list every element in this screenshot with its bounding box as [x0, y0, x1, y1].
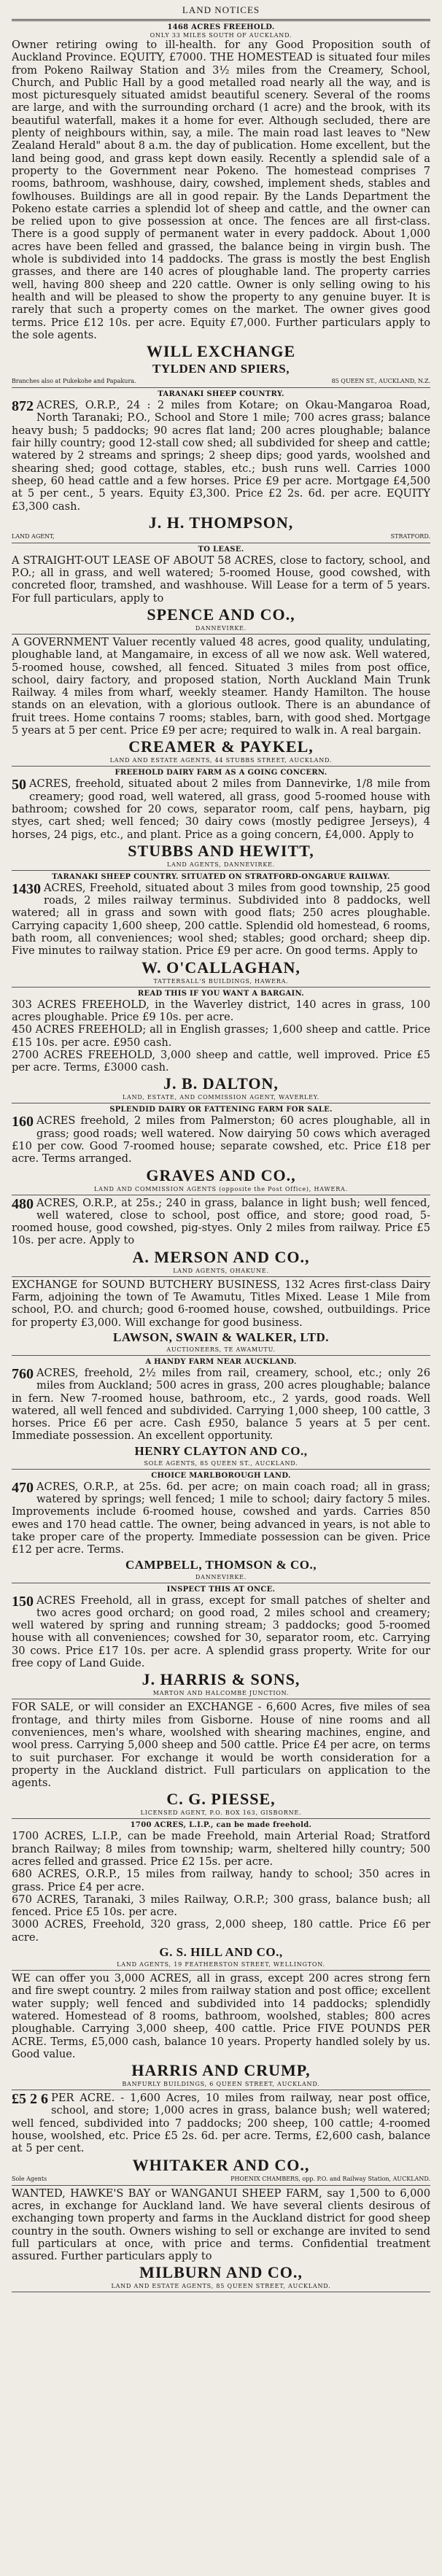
ad-body [12, 1594, 430, 1670]
ad-agent-name: J. B. DALTON, [163, 1074, 279, 1093]
ad-agent-address: LAND AGENTS, 19 FEATHERSTON STREET, WELLINGTON. [117, 1961, 325, 1968]
ad-agent-name: CREAMER & PAYKEL, [128, 737, 314, 756]
ad-footer-left: Sole Agents [12, 2175, 47, 2182]
ad-block [12, 767, 430, 870]
ad-text: FOR SALE, or will consider an EXCHANGE - 6,600 Acres, five miles of sea frontage, and thirty miles from Gisborne. House of nine rooms and all conveniences, men's whare, woolshed with shearing machines, engine, and wool press. Carrying 5,000 sheep and 500 cattle. Price £4 per acre, on terms to suit purchaser. For exchange it would be worth consideration for a property in the Auckland district. Full particulars on application to the agents. [12, 1701, 430, 1790]
ad-text: EXCHANGE for SOUND BUTCHERY BUSINESS, 132 Acres first-class Dairy Farm, adjoining the town of Te Awamutu, Titles Mixed. Lease 1 Mile from school, P.O. and church; good 6-roomed house, cowshed, outbuildings. Price for property £3,000. Will exchange for good business. [12, 1278, 430, 1329]
ad-footer-left: LAND AGENT, [12, 532, 55, 540]
ad-subheading: ONLY 33 MILES SOUTH OF AUCKLAND. [150, 32, 292, 39]
ad-footer-left: Branches also at Pukekohe and Papakura. [12, 378, 136, 385]
ad-text: WANTED, HAWKE'S BAY or WANGANUI SHEEP FARM, say 1,500 to 6,000 acres, in exchange for Auckland land. We have several clients desirous of exchanging town property and farms in the Auckland district for good sheep country in the south. Owners wishing to sell or exchange are invited to send full particulars at once, with price and terms. Confidential treatment assured. Further particulars apply to [12, 2187, 430, 2263]
ad-agent-address: LAND AND COMMISSION AGENTS (opposite the Post Office), HAWERA. [94, 1185, 348, 1192]
ad-agent-name: W. O'CALLAGHAN, [141, 958, 301, 977]
ad-footer-right: STRATFORD. [390, 532, 430, 540]
ad-body [12, 1114, 430, 1165]
ad-acreage: 150 [12, 1593, 34, 1610]
ad-body [12, 636, 430, 737]
ad-agent-address: LAND AND ESTATE AGENTS, 44 STUBBS STREET, AUCKLAND. [109, 757, 333, 764]
ad-text: ACRES, O.R.P., at 25s. 6d. per acre; on main coach road; all in grass; watered by springs; well fenced; 1 mile to school; dairy factory 5 miles. Improvements include 6-roomed house, cowshed and yards. Carries 850 ewes and 170 head cattle. The owner, being advanced in years, is not able to take proper care of the property. Immediate possession can be given. Price £12 per acre. Terms. [12, 1480, 430, 1556]
ad-block [12, 388, 430, 543]
ad-agent-name-secondary: TYLDEN AND SPIERS, [152, 362, 290, 376]
ad-agent-name: J. H. THOMPSON, [148, 513, 294, 532]
ad-agent-address: AUCTIONEERS, TE AWAMUTU. [166, 1346, 276, 1353]
ad-agent-address: MARTON AND HALCOMBE JUNCTION. [152, 1690, 290, 1697]
ad-text: ACRES, freehold, situated about 2 miles from Dannevirke, 1/8 mile from creamery; good road, well watered, all grass, good 5-roomed house with bathroom; cowshed for 20 cows, separator room, calf pens, haybarn, pig styes, cart shed; well fenced; 30 dairy cows (mostly pedigree Jerseys), 4 horses, 24 pigs, etc., and plant. Price as a going concern, £4,000. Apply to [12, 777, 430, 841]
ad-block [12, 988, 430, 1104]
ad-body [12, 399, 430, 513]
ad-body [12, 2092, 430, 2154]
ad-heading: READ THIS IF YOU WANT A BARGAIN. [137, 989, 305, 998]
ad-block [12, 1103, 430, 1195]
ad-heading: TARANAKI SHEEP COUNTRY. SITUATED ON STRATFORD-ONGARUE RAILWAY. [52, 872, 390, 881]
ad-agent-name: WHITAKER AND CO., [132, 2155, 310, 2174]
ad-text: ACRES Freehold, all in grass, except for small patches of shelter and two acres good orchard; on good road, 2 miles school and creamery; well watered by spring and running stream; 3 paddocks; good 5-roomed house with all conveniences; cowshed for 30, separator room, etc. Carrying 30 cows. Price £17 10s. per acre. A splendid grass property. Write for our free copy of Land Guide. [12, 1594, 430, 1670]
ads-list [12, 21, 430, 2292]
ad-body [12, 777, 430, 840]
ad-acreage: 470 [12, 1479, 34, 1496]
ad-heading: FREEHOLD DAIRY FARM AS A GOING CONCERN. [115, 769, 327, 777]
ad-heading: TARANAKI SHEEP COUNTRY. [158, 390, 284, 399]
ad-acreage: 50 [12, 777, 26, 794]
ad-block [12, 1819, 430, 1971]
ad-body [12, 39, 430, 341]
ad-agent-name: GRAVES AND CO., [146, 1165, 296, 1184]
ad-heading: A HANDY FARM NEAR AUCKLAND. [145, 1357, 297, 1366]
ad-agent-name: CAMPBELL, THOMSON & CO., [125, 1557, 317, 1572]
ad-body [12, 1701, 430, 1789]
ad-agent-address: LAND, ESTATE, AND COMMISSION AGENT, WAVERLEY. [122, 1094, 320, 1101]
ad-agent-name: SPENCE AND CO., [147, 605, 295, 624]
ad-listing-row: 3000 ACRES, Freehold, 320 grass, 2,000 sheep, 180 cattle. Price £6 per acre. [12, 1918, 430, 1944]
ad-block [12, 1583, 430, 1700]
ad-heading: TO LEASE. [198, 545, 244, 554]
ad-block [12, 1971, 430, 2090]
ad-agent-name: C. G. PIESSE, [166, 1790, 276, 1809]
ad-body [12, 1279, 430, 1329]
ad-agent-name: LAWSON, SWAIN & WALKER, LTD. [113, 1330, 329, 1344]
section-header: LAND NOTICES [182, 4, 260, 15]
ad-agent-address: LAND AGENTS, OHAKUNE. [173, 1267, 269, 1274]
ad-agent-address: SOLE AGENTS, 85 QUEEN ST., AUCKLAND. [144, 1459, 298, 1467]
ad-block [12, 21, 430, 388]
ad-agent-name: G. S. HILL AND CO., [159, 1945, 283, 1960]
ad-block [12, 1356, 430, 1470]
ad-text: PER ACRE. - 1,600 Acres, 10 miles from railway, near post office, school, and store; 1,000 acres in grass, balance bush; well watered; well fenced, subdivided into 7 paddocks; 200 sheep, 100 cattle; 4-roomed house, woolshed, etc. Price £5 2s. 6d. per acre. Terms, £2,600 cash, balance at 5 per cent. [12, 2092, 430, 2155]
ad-block [12, 2090, 430, 2185]
ad-agent-address: LAND AND ESTATE AGENTS, 85 QUEEN STREET, AUCKLAND. [111, 2283, 331, 2290]
ad-heading: SPLENDID DAIRY OR FATTENING FARM FOR SALE. [109, 1106, 333, 1114]
ad-block [12, 1470, 430, 1583]
ad-text: Owner retiring owing to ill-health. for any Good Proposition south of Auckland Province. EQUITY, £7000. THE HOMESTEAD is situated four miles from Pokeno Railway Station and 3½ miles from the Creamery, School, Church, and Public Hall by a good metalled road nearly all the way, and is most picturesquely situated amidst beautiful scenery. Several of the rooms are large, and with the surrounding orchard (1 acre) and the brook, with its beautiful waterfall, makes it a home for ever. Although secluded, there are plenty of neighbours within, say, a mile. The main road last leaves to "New Zealand Herald" about 8 a.m. the day of publication. Home excellent, but the land being good, and grass kept down easily. Recently a splendid sale of a property to the Government near Pokeno. The homestead comprises 7 rooms, bathroom, washhouse, dairy, cowshed, implement sheds, stables and fowlhouses. Buildings are all in good repair. By the Lands Department the Pokeno estate carries a splendid lot of sheep and cattle, and the owner can be relied upon to give possession at once. The fences are all first-class. There is a good supply of permanent water in every paddock. About 1,000 acres have been felled and grassed, the balance being in virgin bush. The whole is subdivided into 14 paddocks. The grass is mostly the best English grasses, and there are 140 acres of ploughable land. The property carries well, having 800 sheep and 220 cattle. Owner is only selling owing to his health and will be pleased to show the property to any genuine buyer. It is rarely that such a property comes on the market. The owner gives good terms. Price £12 10s. per acre. Equity £7,000. Further particulars apply to the sole agents. [12, 39, 430, 341]
ad-acreage: 160 [12, 1114, 34, 1130]
ad-listing-row: 670 ACRES, Taranaki, 3 miles Railway, O.R.P.; 300 grass, balance bush; all fenced. Price £5 10s. per acre. [12, 1893, 430, 1919]
ad-footer-right: 85 QUEEN ST., AUCKLAND, N.Z. [331, 378, 430, 385]
ad-text: A GOVERNMENT Valuer recently valued 48 acres, good quality, undulating, ploughable land, at Mangamaire, in excess of all we now ask. Well watered, 5-roomed house, cowshed, all fenced. Situated 3 miles from post office, school, dairy factory, and proposed station, North Auckland Main Trunk Railway. 4 miles from wharf, weekly steamer. Handy Hamilton. The house stands on an elevation, with a glorious outlook. There is an abundance of fruit trees. Home contains 7 rooms; stables, barn, with good shed. Mortgage 5 years at 5 per cent. Price £9 per acre; required to walk in. A real bargain. [12, 635, 430, 737]
ad-block [12, 1277, 430, 1356]
land-notices-column [12, 4, 430, 2292]
ad-agent-address: TATTERSALL'S BUILDINGS, HAWERA. [153, 977, 289, 985]
ad-listing-row: 2700 ACRES FREEHOLD, 3,000 sheep and cattle, well improved. Price £5 per acre. Terms, £3000 cash. [12, 1048, 430, 1074]
ad-listing-row: 1700 ACRES, L.I.P., can be made Freehold, main Arterial Road; Stratford branch Railway; 8 miles from township; warm, sheltered hilly country; 500 acres felled and grassed. Price £2 15s. per acre. [12, 1830, 430, 1868]
ad-text: ACRES, O.R.P., 24 : 2 miles from Kotare; on Okau-Mangaroa Road, North Taranaki; P.O., School and Store 1 mile; 700 acres grass; balance heavy bush; 5 paddocks; 90 acres flat land; 200 acres ploughable; balance fair hilly country; good 12-stall cow shed; all subdivided for sheep and cattle; watered by 2 streams and springs; 2 sheep dips; good yards, woolshed and shearing shed; good cottage, stables, etc.; bush runs well. Carries 1000 sheep, 60 head cattle and a few horses. Price £9 per acre. Mortgage £4,500 at 5 per cent., 5 years. Equity £3,300. Price £2 2s. 6d. per acre. EQUITY £3,300 cash. [12, 399, 430, 513]
ad-body [12, 1972, 430, 2060]
ad-block [12, 543, 430, 635]
ad-heading: 1468 ACRES FREEHOLD. [167, 23, 275, 31]
ad-agent-address: DANNEVIRKE. [195, 1573, 247, 1580]
ad-acreage: 1430 [12, 880, 41, 897]
ad-text: ACRES, freehold, 2½ miles from rail, creamery, school, etc.; only 26 miles from Auckland; 500 acres in grass, 200 acres ploughable; balance in fern. New 7-roomed house, bathroom, etc., 2 yards, good roads. Well watered, all well fenced and subdivided. Carrying 1,000 sheep, 100 cattle, 3 horses. Price £6 per acre. Cash £950, balance 5 years at 5 per cent. Immediate possession. An excellent opportunity. [12, 1366, 430, 1443]
ad-block [12, 1195, 430, 1277]
ad-text: ACRES, Freehold, situated about 3 miles from good township, 25 good roads, 2 miles railway terminus. Subdivided into 8 paddocks, well watered; all in grass and sown with good flats; 250 acres ploughable. Carrying capacity 1,600 sheep, 200 cattle. Splendid old homestead, 6 rooms, bath room, all conveniences; wool shed; stables; good orchard; sheep dip. Five minutes to railway station. Price £9 per acre. On good terms. Apply to [12, 881, 430, 958]
ad-acreage: 480 [12, 1195, 34, 1212]
ad-agent-name: STUBBS AND HEWITT, [128, 841, 314, 860]
ad-body [12, 554, 430, 605]
ad-text: ACRES freehold, 2 miles from Palmerston; 60 acres ploughable, all in grass; good roads; well watered. Now dairying 50 cows which averaged £10 per cow. Good 7-roomed house; separate cowshed, etc. Price £18 per acre. Terms arranged. [12, 1114, 430, 1165]
ad-body [12, 1197, 430, 1247]
ad-block [12, 1699, 430, 1819]
ad-body [12, 882, 430, 958]
ad-block [12, 2186, 430, 2293]
ad-agent-address: DANNEVIRKE. [195, 624, 247, 632]
ad-agent-name: HARRIS AND CRUMP, [131, 2061, 311, 2080]
ad-agent-address: BANFURLY BUILDINGS, 6 QUEEN STREET, AUCKLAND. [122, 2081, 320, 2088]
ad-agent-address: LAND AGENTS, DANNEVIRKE. [166, 861, 276, 868]
ad-agent-address: LICENSED AGENT, P.O. BOX 163, GISBORNE. [140, 1809, 302, 1817]
ad-agent-name: HENRY CLAYTON AND CO., [134, 1443, 308, 1458]
ad-text: ACRES, O.R.P., at 25s.; 240 in grass, balance in light bush; well fenced, well watered, close to school, post office, and store; good road, 5-roomed house, good cowshed, pig-styes. Only 2 miles from railway. Price £5 10s. per acre. Apply to [12, 1196, 430, 1247]
ad-acreage: £5 2 6 [12, 2091, 48, 2108]
ad-footer-row [12, 533, 430, 540]
ad-agent-name: A. MERSON AND CO., [132, 1247, 310, 1266]
ad-body [12, 2187, 430, 2263]
ad-text: A STRAIGHT-OUT LEASE OF ABOUT 58 ACRES, close to factory, school, and P.O.; all in grass, and well watered; 5-roomed House, good cowshed, with concreted floor, tramshed, and washhouse. Will Lease for a term of 5 years. For full particulars, apply to [12, 554, 430, 605]
ad-acreage: 760 [12, 1365, 34, 1382]
ad-body [12, 1367, 430, 1443]
ad-agent-name: J. HARRIS & SONS, [141, 1670, 301, 1689]
ad-heading: CHOICE MARLBOROUGH LAND. [151, 1471, 291, 1480]
ad-listing-row: 303 ACRES FREEHOLD, in the Waverley district, 140 acres in grass, 100 acres ploughable. Price £9 10s. per acre. [12, 998, 430, 1023]
ad-heading: INSPECT THIS AT ONCE. [166, 1585, 276, 1594]
ad-listing-row: 680 ACRES, O.R.P., 15 miles from railway, handy to school; 350 acres in grass. Price £4 per acre. [12, 1868, 430, 1893]
ad-footer-right: PHOENIX CHAMBERS, opp. P.O. and Railway Station, AUCKLAND. [230, 2175, 430, 2182]
ad-body [12, 1481, 430, 1556]
ad-block [12, 635, 430, 767]
ad-listing-row: 450 ACRES FREEHOLD; all in English grasses; 1,600 sheep and cattle. Price £15 10s. per acre. £950 cash. [12, 1023, 430, 1049]
ad-text: WE can offer you 3,000 ACRES, all in grass, except 200 acres strong fern and fire swept country. 2 miles from railway station and post office; excellent water supply; well fenced and subdivided into 14 paddocks; splendidly watered. Homestead of 8 rooms, bathroom, woolshed, stables; 800 acres ploughable. Carrying 3,000 sheep, 400 cattle. Price FIVE POUNDS PER ACRE. Terms, £5,000 cash, balance 10 years. Property handled solely by us. Good value. [12, 1972, 430, 2060]
ad-agent-name: WILL EXCHANGE [146, 342, 296, 361]
ad-footer-row [12, 2176, 430, 2182]
ad-footer-row [12, 378, 430, 384]
ad-agent-name: MILBURN AND CO., [139, 2263, 303, 2282]
ad-block [12, 871, 430, 988]
ad-acreage: 872 [12, 398, 34, 415]
ad-heading: 1700 ACRES, L.I.P., can be made freehold. [130, 1821, 312, 1830]
